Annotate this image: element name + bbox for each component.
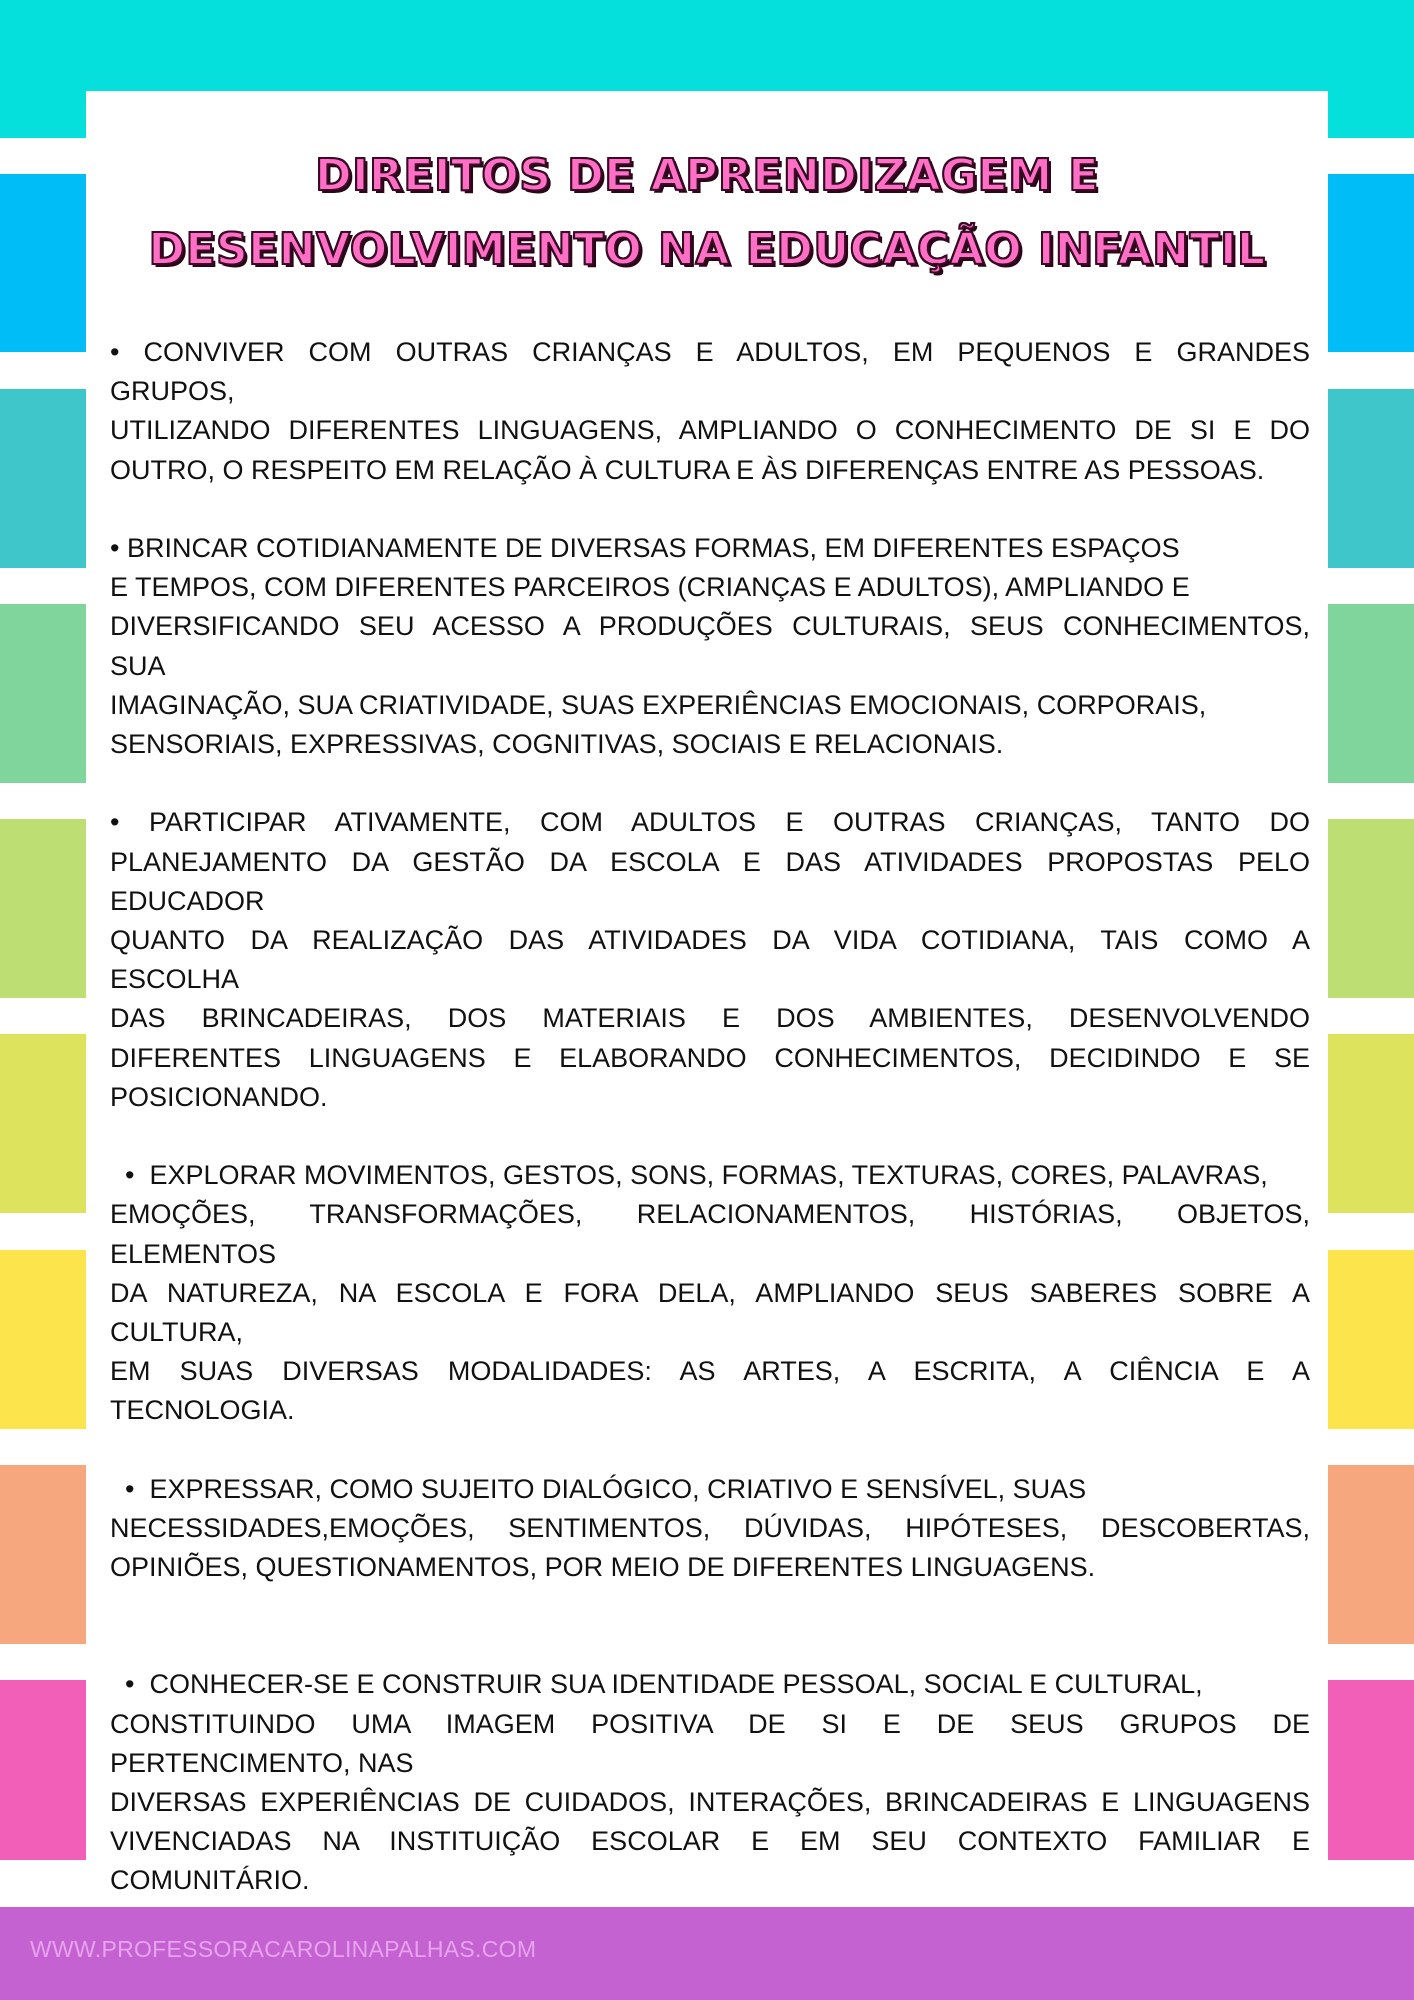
text-line: DIVERSIFICANDO SEU ACESSO A PRODUÇÕES CULTURAIS, SEUS CONHECIMENTOS, bbox=[110, 611, 1310, 642]
text-line: OPINIÕES, QUESTIONAMENTOS, POR MEIO DE DIFERENTES LINGUAGENS. bbox=[110, 1552, 1096, 1583]
text-line: UTILIZANDO DIFERENTES LINGUAGENS, AMPLIANDO O CONHECIMENTO DE SI E DO bbox=[110, 415, 1310, 446]
title-line-1: DIREITOS DE APRENDIZAGEM E bbox=[315, 150, 1099, 201]
text-line: SENSORIAIS, EXPRESSIVAS, COGNITIVAS, SOCIAIS E RELACIONAIS. bbox=[110, 729, 1004, 760]
text-line: EDUCADOR bbox=[110, 885, 265, 916]
text-line: • CONVIVER COM OUTRAS CRIANÇAS E ADULTOS, EM PEQUENOS E GRANDES bbox=[110, 337, 1310, 367]
text-line: DA NATUREZA, NA ESCOLA E FORA DELA, AMPLIANDO SEUS SABERES SOBRE A bbox=[110, 1277, 1310, 1308]
text-line: SUA bbox=[110, 650, 166, 681]
text-line: PLANEJAMENTO DA GESTÃO DA ESCOLA E DAS ATIVIDADES PROPOSTAS PELO bbox=[110, 846, 1310, 877]
text-line: GRUPOS, bbox=[110, 376, 235, 407]
text-line: VIVENCIADAS NA INSTITUIÇÃO ESCOLAR E EM SEU CONTEXTO FAMILIAR E bbox=[110, 1826, 1310, 1857]
text-line: CULTURA, bbox=[110, 1317, 244, 1348]
text-line: DIVERSAS EXPERIÊNCIAS DE CUIDADOS, INTERAÇÕES, BRINCADEIRAS E LINGUAGENS bbox=[110, 1787, 1310, 1818]
text-line: CONSTITUINDO UMA IMAGEM POSITIVA DE SI E DE SEUS GRUPOS DE bbox=[110, 1708, 1310, 1739]
text-line: ELEMENTOS bbox=[110, 1238, 277, 1269]
text-line: E TEMPOS, COM DIFERENTES PARCEIROS (CRIANÇAS E ADULTOS), AMPLIANDO E bbox=[110, 572, 1190, 603]
text-line: POSICIONANDO. bbox=[110, 1081, 328, 1112]
text-line: ESCOLHA bbox=[110, 964, 240, 995]
text-line: DIFERENTES LINGUAGENS E ELABORANDO CONHECIMENTOS, DECIDINDO E SE bbox=[110, 1042, 1310, 1073]
footer-website-link[interactable]: WWW.PROFESSORACAROLINAPALHAS.COM bbox=[30, 1936, 537, 1962]
text-line: DAS BRINCADEIRAS, DOS MATERIAIS E DOS AMBIENTES, DESENVOLVENDO bbox=[110, 1003, 1310, 1034]
list-item-expressar bbox=[110, 1470, 1310, 1588]
list-item-explorar bbox=[110, 1156, 1310, 1430]
text-line: • BRINCAR COTIDIANAMENTE DE DIVERSAS FORMAS, EM DIFERENTES ESPAÇOS bbox=[110, 533, 1180, 563]
text-line: • PARTICIPAR ATIVAMENTE, COM ADULTOS E OUTRAS CRIANÇAS, TANTO DO bbox=[110, 807, 1310, 838]
text-line: IMAGINAÇÃO, SUA CRIATIVIDADE, SUAS EXPERIÊNCIAS EMOCIONAIS, CORPORAIS, bbox=[110, 689, 1207, 720]
content-card bbox=[86, 91, 1328, 1907]
text-line: COMUNITÁRIO. bbox=[110, 1865, 310, 1896]
text-line: QUANTO DA REALIZAÇÃO DAS ATIVIDADES DA VIDA COTIDIANA, TAIS COMO A bbox=[110, 925, 1310, 956]
title-line-2: DESENVOLVIMENTO NA EDUCAÇÃO INFANTIL bbox=[148, 224, 1266, 275]
text-line: • CONHECER-SE E CONSTRUIR SUA IDENTIDADE PESSOAL, SOCIAL E CULTURAL, bbox=[110, 1669, 1203, 1700]
list-item-conhecer-se bbox=[110, 1665, 1310, 1900]
text-line: • EXPRESSAR, COMO SUJEITO DIALÓGICO, CRIATIVO E SENSÍVEL, SUAS bbox=[110, 1473, 1087, 1504]
text-line: EM SUAS DIVERSAS MODALIDADES: AS ARTES, A ESCRITA, A CIÊNCIA E A bbox=[110, 1356, 1310, 1387]
rights-list bbox=[110, 333, 1310, 1940]
list-item-conviver bbox=[110, 333, 1310, 490]
list-item-participar bbox=[110, 803, 1310, 1117]
text-line: TECNOLOGIA. bbox=[110, 1395, 295, 1426]
text-line: NECESSIDADES,EMOÇÕES, SENTIMENTOS, DÚVIDAS, HIPÓTESES, DESCOBERTAS, bbox=[110, 1513, 1310, 1544]
text-line: • EXPLORAR MOVIMENTOS, GESTOS, SONS, FORMAS, TEXTURAS, CORES, PALAVRAS, bbox=[110, 1160, 1268, 1191]
page-title bbox=[86, 139, 1328, 287]
text-line: PERTENCIMENTO, NAS bbox=[110, 1747, 414, 1778]
text-line: OUTRO, O RESPEITO EM RELAÇÃO À CULTURA E ÀS DIFERENÇAS ENTRE AS PESSOAS. bbox=[110, 454, 1265, 485]
list-item-brincar bbox=[110, 529, 1310, 764]
text-line: EMOÇÕES, TRANSFORMAÇÕES, RELACIONAMENTOS, HISTÓRIAS, OBJETOS, bbox=[110, 1199, 1310, 1230]
